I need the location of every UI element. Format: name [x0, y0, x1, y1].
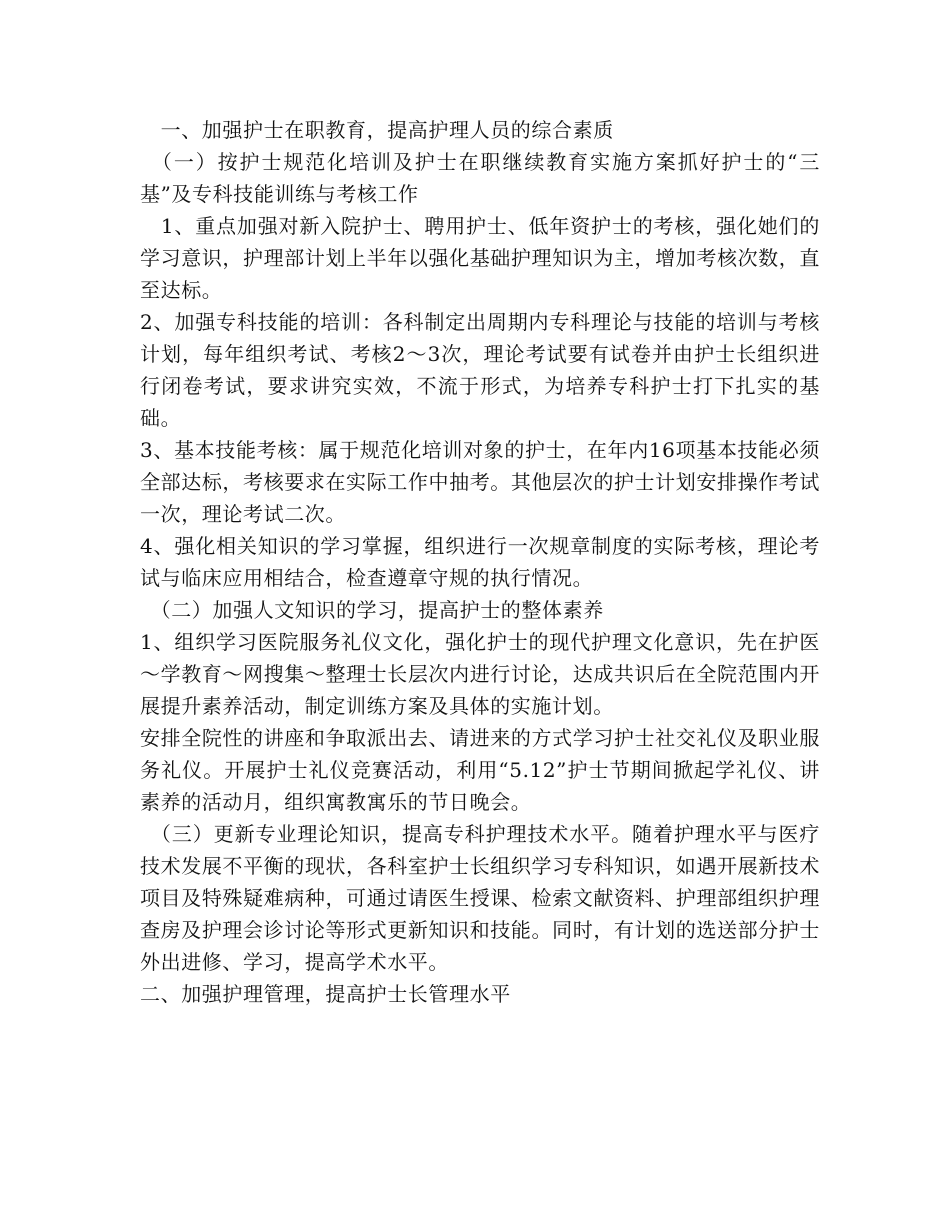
document-body [140, 114, 820, 1010]
paragraph-item-5: 1、组织学习医院服务礼仪文化，强化护士的现代护理文化意识，先在护医～学教育～网搜集～整理士长层次内进行讨论，达成共识后在全院范围内开展提升素养活动，制定训练方案及具体的实施计划。 [140, 630, 820, 718]
paragraph-item-1: 1、重点加强对新入院护士、聘用护士、低年资护士的考核，强化她们的学习意识，护理部计划上半年以强化基础护理知识为主，增加考核次数，直至达标。 [140, 214, 820, 302]
section-heading-2: 二、加强护理管理，提高护士长管理水平 [140, 982, 511, 1006]
subsection-heading-1: （一）按护士规范化培训及护士在职继续教育实施方案抓好护士的“三基”及专科技能训练与考核工作 [140, 150, 820, 206]
subsection-heading-2: （二）加强人文知识的学习，提高护士的整体素养 [140, 598, 604, 622]
section-heading-1: 一、加强护士在职教育，提高护理人员的综合素质 [140, 118, 614, 142]
paragraph-item-3: 3、基本技能考核：属于规范化培训对象的护士，在年内16项基本技能必须全部达标，考核要求在实际工作中抽考。其他层次的护士计划安排操作考试一次，理论考试二次。 [140, 438, 820, 526]
paragraph-item-2: 2、加强专科技能的培训：各科制定出周期内专科理论与技能的培训与考核计划，每年组织考试、考核2～3次，理论考试要有试卷并由护士长组织进行闭卷考试，要求讲究实效，不流于形式，为培养专科护士打下扎实的基础。 [140, 310, 820, 430]
paragraph-item-6: 安排全院性的讲座和争取派出去、请进来的方式学习护士社交礼仪及职业服务礼仪。开展护士礼仪竞赛活动，利用“5.12”护士节期间掀起学礼仪、讲素养的活动月，组织寓教寓乐的节日晚会。 [140, 726, 820, 814]
subsection-heading-3: （三）更新专业理论知识，提高专科护理技术水平。随着护理水平与医疗技术发展不平衡的现状，各科室护士长组织学习专科知识，如遇开展新技术项目及特殊疑难病种，可通过请医生授课、检索文献资料、护理部组织护理查房及护理会诊讨论等形式更新知识和技能。同时，有计划的选送部分护士外出进修、学习，提高学术水平。 [140, 822, 820, 974]
paragraph-item-4: 4、强化相关知识的学习掌握，组织进行一次规章制度的实际考核，理论考试与临床应用相结合，检查遵章守规的执行情况。 [140, 534, 820, 590]
